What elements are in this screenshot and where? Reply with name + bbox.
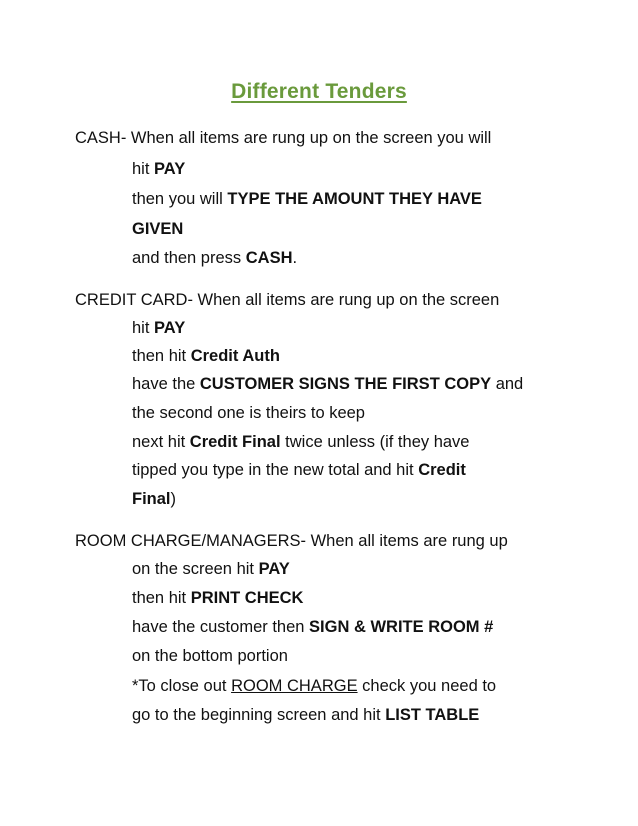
text: . — [292, 249, 298, 267]
room-line-5 — [132, 676, 496, 696]
credit-line-4 — [132, 403, 365, 423]
text: then hit — [132, 589, 191, 607]
text: then hit — [132, 347, 191, 365]
text: twice unless (if they have — [280, 433, 470, 451]
bold-text: PAY — [154, 160, 186, 178]
credit-line-1 — [132, 318, 185, 338]
credit-heading: CREDIT CARD- When all items are rung up on the screen — [75, 291, 500, 309]
bold-text: SIGN & WRITE ROOM # — [309, 618, 494, 636]
bold-text: Final — [132, 490, 171, 508]
text: and — [491, 375, 524, 393]
text: on the bottom portion — [132, 647, 288, 665]
room-line-6 — [132, 705, 479, 725]
room-line-2 — [132, 588, 303, 608]
page-title: Different Tenders — [231, 80, 407, 103]
credit-line-7 — [132, 489, 176, 509]
bold-text: PAY — [258, 560, 290, 578]
bold-text: TYPE THE AMOUNT THEY HAVE — [227, 190, 482, 208]
bold-text: CASH — [245, 249, 293, 267]
cash-line-2 — [132, 189, 482, 209]
text: then you will — [132, 190, 228, 208]
credit-line-3 — [132, 374, 523, 394]
cash-line-1 — [132, 159, 185, 179]
text: on the screen hit — [132, 560, 259, 578]
bold-text: LIST TABLE — [385, 706, 480, 724]
text: tipped you type in the new total and hit — [132, 461, 419, 479]
credit-line-2 — [132, 346, 280, 366]
text: check you need to — [357, 677, 497, 695]
cash-heading: CASH- When all items are rung up on the screen you will — [75, 129, 492, 147]
bold-text: PAY — [154, 319, 186, 337]
bold-text: Credit Final — [189, 433, 281, 451]
underlined-text: ROOM CHARGE — [231, 677, 358, 695]
credit-line-5 — [132, 432, 469, 452]
bold-text: GIVEN — [132, 220, 184, 238]
room-line-1 — [132, 559, 290, 579]
text: *To close out — [132, 677, 232, 695]
room-line-3 — [132, 617, 493, 637]
cash-line-4 — [132, 248, 297, 268]
text: the second one is theirs to keep — [132, 404, 365, 422]
text: hit — [132, 319, 155, 337]
text: ) — [170, 490, 177, 508]
text: have the customer then — [132, 618, 310, 636]
text: hit — [132, 160, 155, 178]
cash-line-3 — [132, 219, 183, 239]
credit-line-6 — [132, 460, 466, 480]
room-line-4 — [132, 646, 288, 666]
bold-text: CUSTOMER SIGNS THE FIRST COPY — [199, 375, 492, 393]
bold-text: Credit — [418, 461, 466, 479]
bold-text: Credit Auth — [190, 347, 280, 365]
text: have the — [132, 375, 200, 393]
text: go to the beginning screen and hit — [132, 706, 386, 724]
room-heading: ROOM CHARGE/MANAGERS- When all items are rung up — [75, 532, 508, 550]
text: and then press — [132, 249, 246, 267]
bold-text: PRINT CHECK — [190, 589, 304, 607]
text: next hit — [132, 433, 190, 451]
